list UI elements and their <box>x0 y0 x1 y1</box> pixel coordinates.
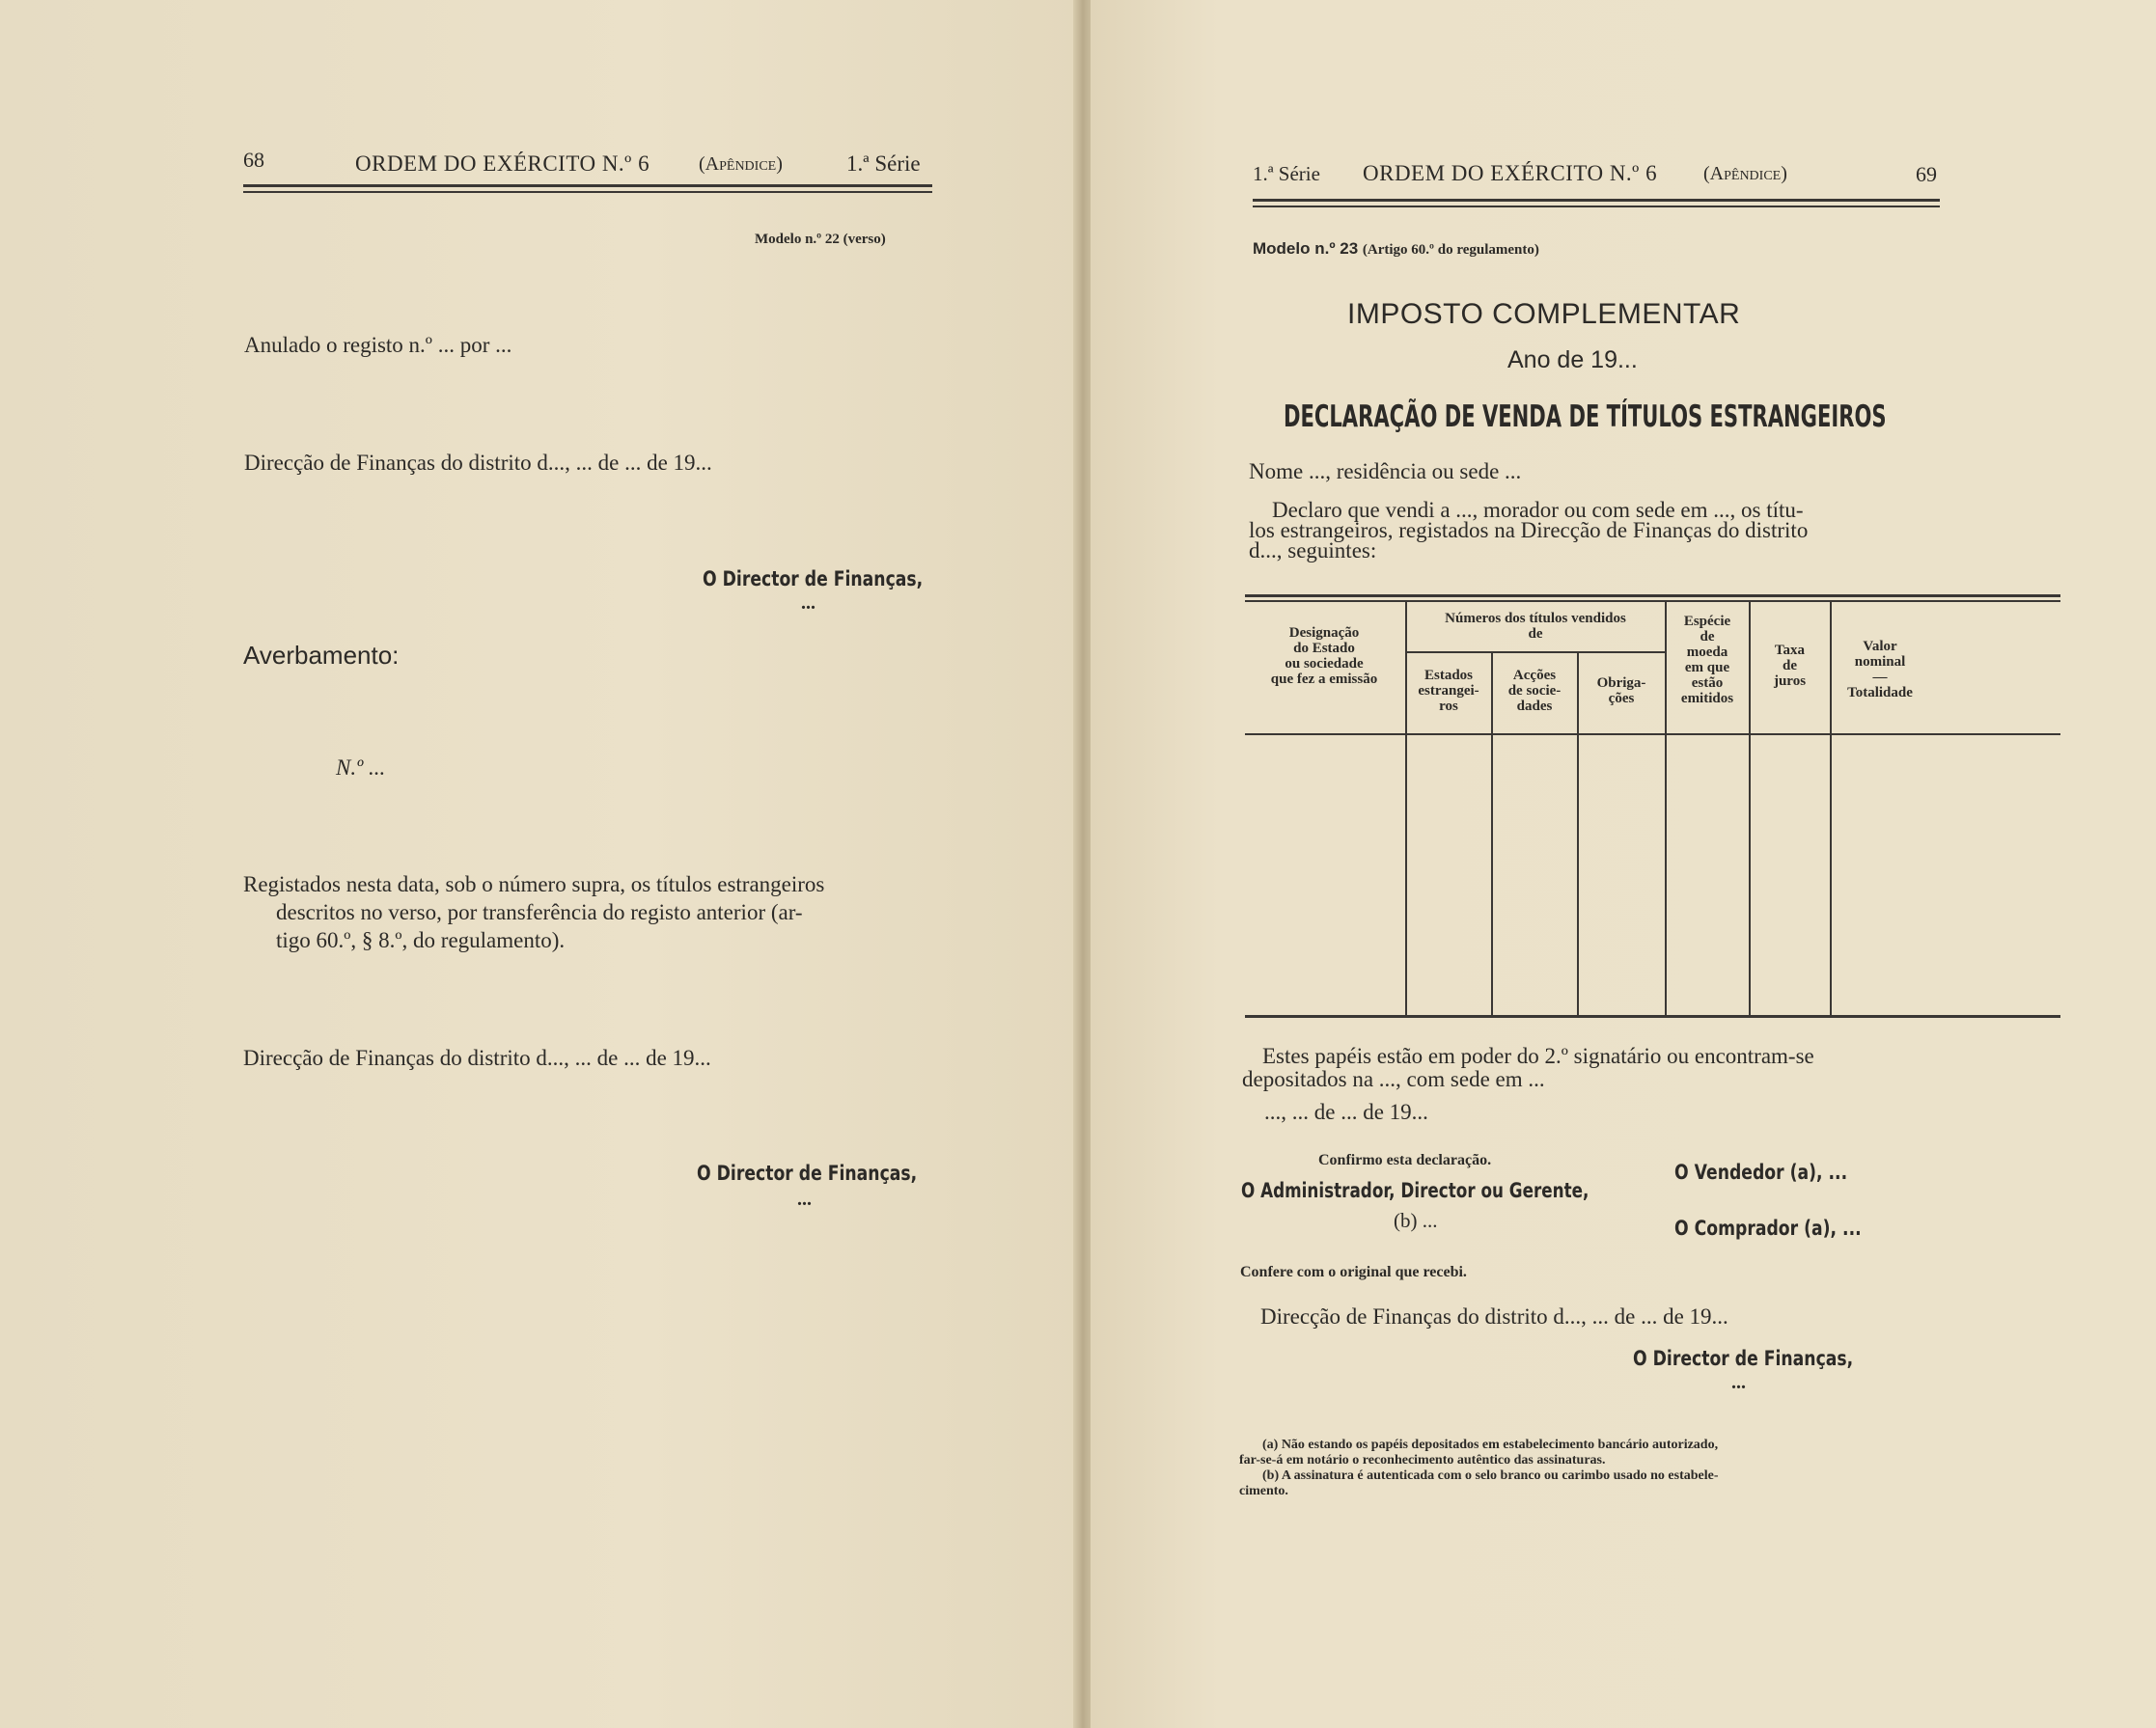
declaro-text-1: Declaro que vendi a ..., morador ou com sede em ..., os títu- <box>1272 498 1804 522</box>
th-bonds-1: Obriga- <box>1596 675 1646 691</box>
col-divider-3 <box>1577 652 1579 1015</box>
footnote-1: (a) Não estando os papéis depositados em estabelecimento bancário autorizado, <box>1262 1438 1719 1452</box>
th-shares-3: dades <box>1516 699 1553 714</box>
model-label-left: Modelo n.º 22 (verso) <box>755 232 886 247</box>
th-currency-6: emitidos <box>1680 691 1734 706</box>
confirm-label: Confirmo esta declaração. <box>1318 1152 1492 1168</box>
th-rate-3: juros <box>1773 673 1807 689</box>
registered-text-3: tigo 60.º, § 8.º, do regulamento). <box>276 928 566 952</box>
header-series-left: 1.ª Série <box>846 151 921 176</box>
averbamento-label: Averbamento: <box>243 641 400 670</box>
signature-1-dots: ... <box>801 592 815 614</box>
th-numbers-group <box>1407 611 1664 642</box>
th-shares-1: Acções <box>1512 668 1557 683</box>
annulled-line: Anulado o registo n.º ... por ... <box>244 333 512 357</box>
page-number-left: 68 <box>243 148 264 172</box>
admin-signature: (b) ... <box>1394 1209 1438 1232</box>
th-states <box>1407 668 1490 714</box>
header-title-right: ORDEM DO EXÉRCITO N.º 6 <box>1363 161 1658 185</box>
declaro-text-2: los estrangeiros, registados na Direcção de Finanças do distrito <box>1249 518 1809 542</box>
th-shares-2: de socie- <box>1507 683 1562 699</box>
th-states-1: Estados <box>1424 668 1474 683</box>
footnote-4: cimento. <box>1239 1484 1288 1498</box>
th-value-1: Valor <box>1863 639 1897 654</box>
table-bottom-rule <box>1245 1015 2060 1018</box>
tax-title: IMPOSTO COMPLEMENTAR <box>1347 298 1741 330</box>
th-rate-1: Taxa <box>1774 643 1806 658</box>
buyer-signature: O Comprador (a), ... <box>1674 1217 1862 1240</box>
direction-line-1: Direcção de Finanças do distrito d..., ... de ... de 19... <box>244 451 712 475</box>
confere-label: Confere com o original que recebi. <box>1240 1264 1467 1280</box>
director-title-right: O Director de Finanças, <box>1633 1347 1854 1370</box>
th-designation-4: que fez a emissão <box>1270 672 1378 687</box>
th-value-4: Totalidade <box>1847 685 1913 700</box>
table-top-rule-thin <box>1245 600 2060 602</box>
th-numbers-group-2: de <box>1528 626 1543 642</box>
th-currency-4: em que <box>1684 660 1730 675</box>
model-article: (Artigo 60.º do regulamento) <box>1362 242 1539 258</box>
th-designation <box>1245 625 1403 687</box>
registered-text-1: Registados nesta data, sob o número supra, os títulos estrangeiros <box>243 872 825 896</box>
registered-text-2: descritos no verso, por transferência do registo anterior (ar- <box>276 900 803 924</box>
th-currency-2: de <box>1700 629 1715 645</box>
papers-text-1: Estes papéis estão em poder do 2.º signatário ou encontram-se <box>1262 1044 1814 1068</box>
header-appendix-right: (Apêndice) <box>1703 163 1787 184</box>
th-rate <box>1751 643 1829 689</box>
declaro-text-3: d..., seguintes: <box>1249 538 1377 562</box>
th-designation-3: ou sociedade <box>1285 656 1364 672</box>
th-currency-5: estão <box>1691 675 1724 691</box>
year-line: Ano de 19... <box>1507 346 1638 373</box>
th-value <box>1832 639 1928 700</box>
th-currency-1: Espécie <box>1683 614 1731 629</box>
th-rate-2: de <box>1783 658 1797 673</box>
header-series-right: 1.ª Série <box>1253 162 1320 185</box>
th-designation-1: Designação <box>1288 625 1360 641</box>
model-number: Modelo n.º 23 <box>1253 239 1359 258</box>
header-rule-left-thin <box>243 191 932 193</box>
direction-line-right: Direcção de Finanças do distrito d..., ... de ... de 19... <box>1260 1304 1728 1329</box>
th-value-3: — <box>1872 670 1888 685</box>
th-bonds <box>1579 675 1664 706</box>
direction-line-2: Direcção de Finanças do distrito d..., ... de ... de 19... <box>243 1046 711 1070</box>
th-bonds-2: ções <box>1608 691 1635 706</box>
right-page <box>1091 0 2156 1728</box>
th-numbers-group-1: Números dos títulos vendidos <box>1445 611 1626 626</box>
th-value-2: nominal <box>1854 654 1906 670</box>
th-shares <box>1493 668 1576 714</box>
table-group-rule <box>1407 651 1665 653</box>
header-title-left: ORDEM DO EXÉRCITO N.º 6 <box>355 151 650 176</box>
name-line: Nome ..., residência ou sede ... <box>1249 459 1522 483</box>
header-rule-right <box>1253 199 1940 202</box>
page-number-right: 69 <box>1916 162 1937 186</box>
director-dots-right: ... <box>1731 1372 1746 1393</box>
header-appendix-left: (Apêndice) <box>699 153 783 175</box>
th-states-3: ros <box>1439 699 1458 714</box>
date-line: ..., ... de ... de 19... <box>1264 1100 1428 1124</box>
th-states-2: estrangei- <box>1418 683 1479 699</box>
footnote-3: (b) A assinatura é autenticada com o selo branco ou carimbo usado no estabele- <box>1262 1468 1719 1483</box>
number-line: N.º ... <box>336 755 386 780</box>
admin-title: O Administrador, Director ou Gerente, <box>1241 1179 1589 1202</box>
titles-table <box>1245 594 2060 1019</box>
th-currency-3: moeda <box>1686 645 1728 660</box>
papers-text-2: depositados na ..., com sede em ... <box>1242 1067 1545 1091</box>
signature-2-dots: ... <box>797 1189 812 1210</box>
footnote-2: far-se-á em notário o reconhecimento autêntico das assinaturas. <box>1239 1453 1606 1467</box>
th-currency <box>1667 614 1748 706</box>
col-divider-1 <box>1405 600 1407 1015</box>
declaration-title: DECLARAÇÃO DE VENDA DE TÍTULOS ESTRANGEIROS <box>1284 399 1887 434</box>
seller-signature: O Vendedor (a), ... <box>1674 1161 1848 1184</box>
header-rule-left <box>243 184 932 187</box>
signature-1-title: O Director de Finanças, <box>703 567 924 590</box>
signature-2-title: O Director de Finanças, <box>697 1162 918 1185</box>
header-rule-right-thin <box>1253 206 1940 207</box>
table-top-rule <box>1245 594 2060 597</box>
th-designation-2: do Estado <box>1293 641 1355 656</box>
model-label-right <box>1253 239 1539 259</box>
table-header-rule <box>1245 733 2060 735</box>
